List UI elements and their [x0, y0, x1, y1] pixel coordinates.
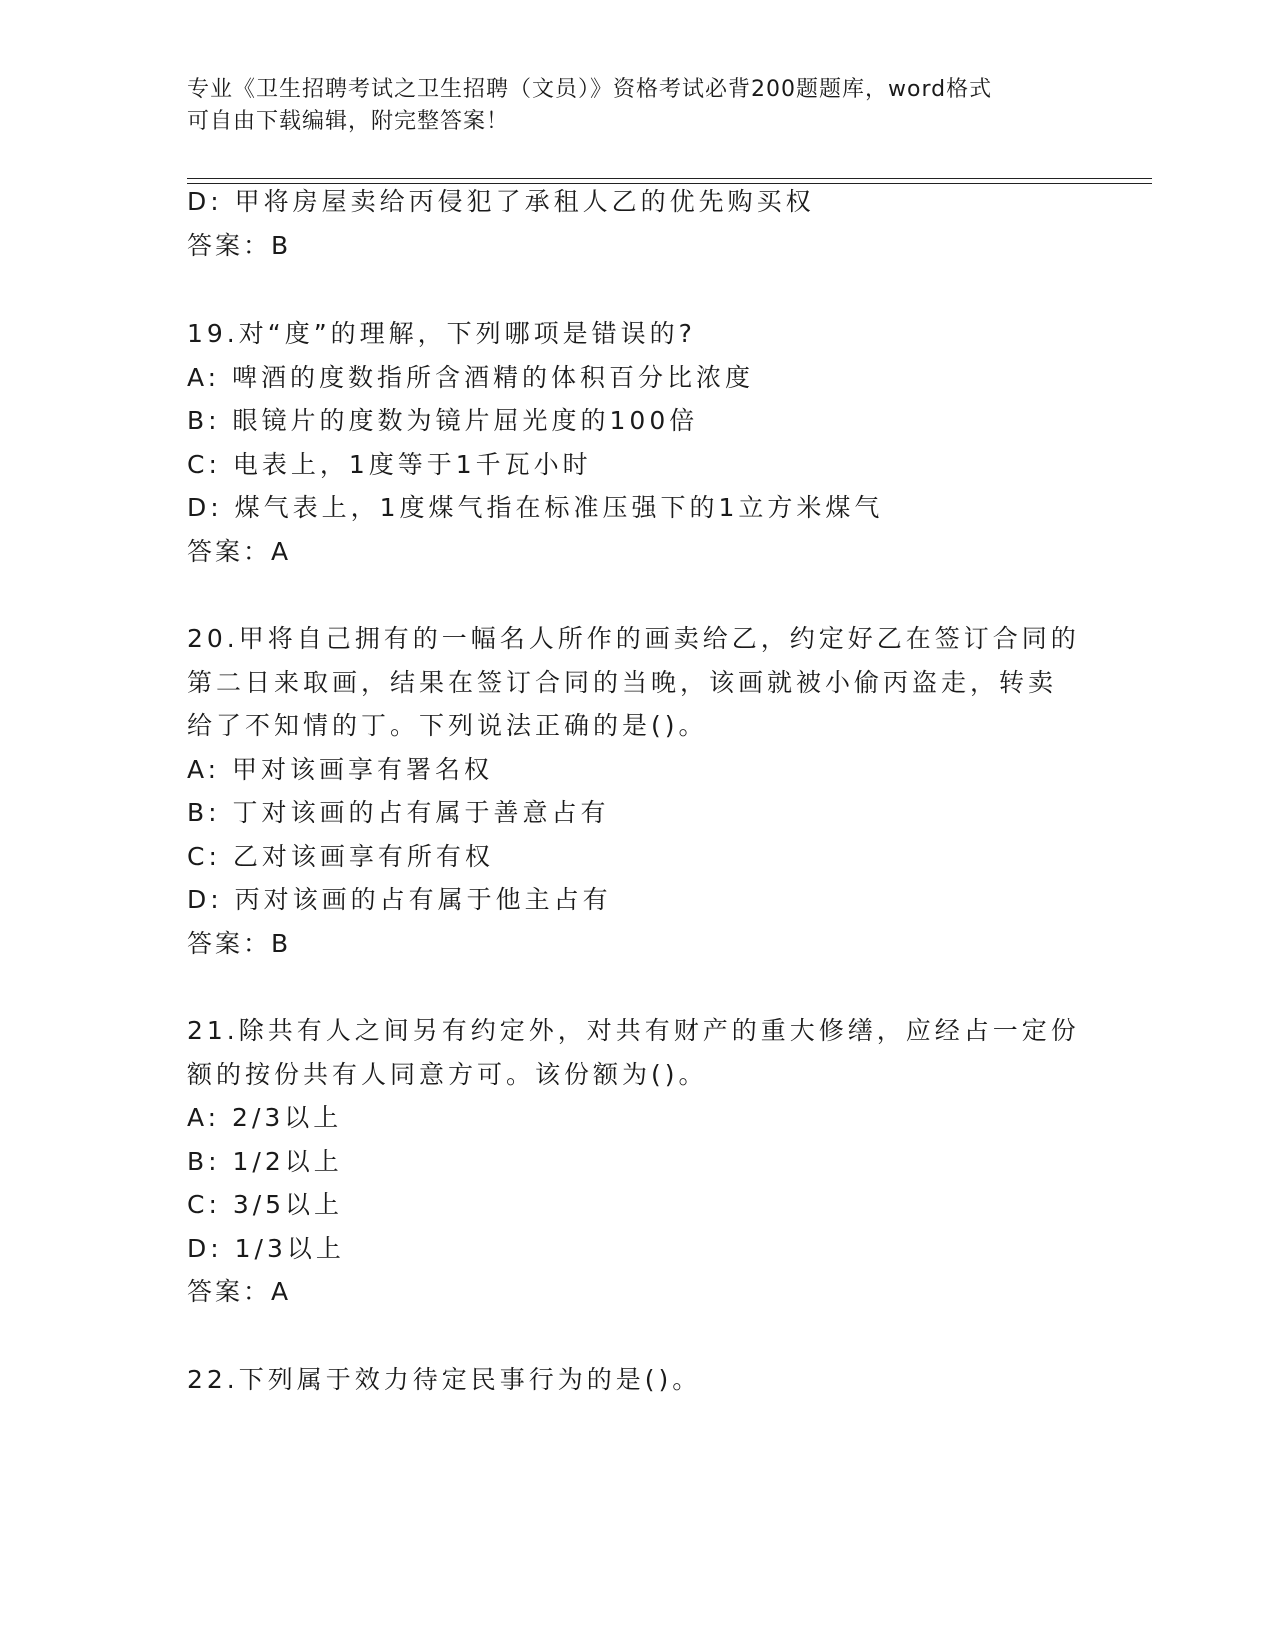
q19-option-a: A: 啤酒的度数指所含酒精的体积百分比浓度 — [187, 363, 755, 392]
prev-answer: 答案：B — [187, 231, 292, 260]
document-header — [187, 74, 1067, 138]
q21-option-d: D: 1/3以上 — [187, 1234, 345, 1263]
header-line-2: 可自由下载编辑，附完整答案！ — [187, 109, 510, 134]
q22-stem: 22.下列属于效力待定民事行为的是()。 — [187, 1365, 702, 1394]
q21-option-a: A: 2/3以上 — [187, 1103, 343, 1132]
q19-option-c: C: 电表上，1度等于1千瓦小时 — [187, 450, 592, 479]
q19-stem: 19.对“度”的理解，下列哪项是错误的? — [187, 319, 696, 348]
q21-stem-line-2: 额的按份共有人同意方可。该份额为()。 — [187, 1060, 708, 1089]
prev-option-d: D: 甲将房屋卖给丙侵犯了承租人乙的优先购买权 — [187, 187, 815, 216]
q20-option-a: A: 甲对该画享有署名权 — [187, 755, 494, 784]
header-line-1: 专业《卫生招聘考试之卫生招聘（文员）》资格考试必背200题题库，word格式 — [187, 77, 993, 102]
q20-option-d: D: 丙对该画的占有属于他主占有 — [187, 885, 612, 914]
q19-answer: 答案：A — [187, 537, 292, 566]
q20-stem-line-2: 第二日来取画，结果在签订合同的当晚，该画就被小偷丙盗走，转卖 — [187, 668, 1058, 697]
q21-answer: 答案：A — [187, 1277, 292, 1306]
q20-stem-line-3: 给了不知情的丁。下列说法正确的是()。 — [187, 711, 708, 740]
q20-stem-line-1: 20.甲将自己拥有的一幅名人所作的画卖给乙，约定好乙在签订合同的 — [187, 624, 1080, 653]
q20-answer: 答案：B — [187, 929, 292, 958]
q21-option-b: B: 1/2以上 — [187, 1147, 343, 1176]
q20-option-b: B: 丁对该画的占有属于善意占有 — [187, 798, 610, 827]
q20-option-c: C: 乙对该画享有所有权 — [187, 842, 494, 871]
header-divider-top — [187, 178, 1152, 179]
q19-option-b: B: 眼镜片的度数为镜片屈光度的100倍 — [187, 406, 699, 435]
header-divider-bottom — [187, 183, 1152, 184]
q21-option-c: C: 3/5以上 — [187, 1190, 344, 1219]
q19-option-d: D: 煤气表上，1度煤气指在标准压强下的1立方米煤气 — [187, 493, 884, 522]
q21-stem-line-1: 21.除共有人之间另有约定外，对共有财产的重大修缮，应经占一定份 — [187, 1016, 1080, 1045]
